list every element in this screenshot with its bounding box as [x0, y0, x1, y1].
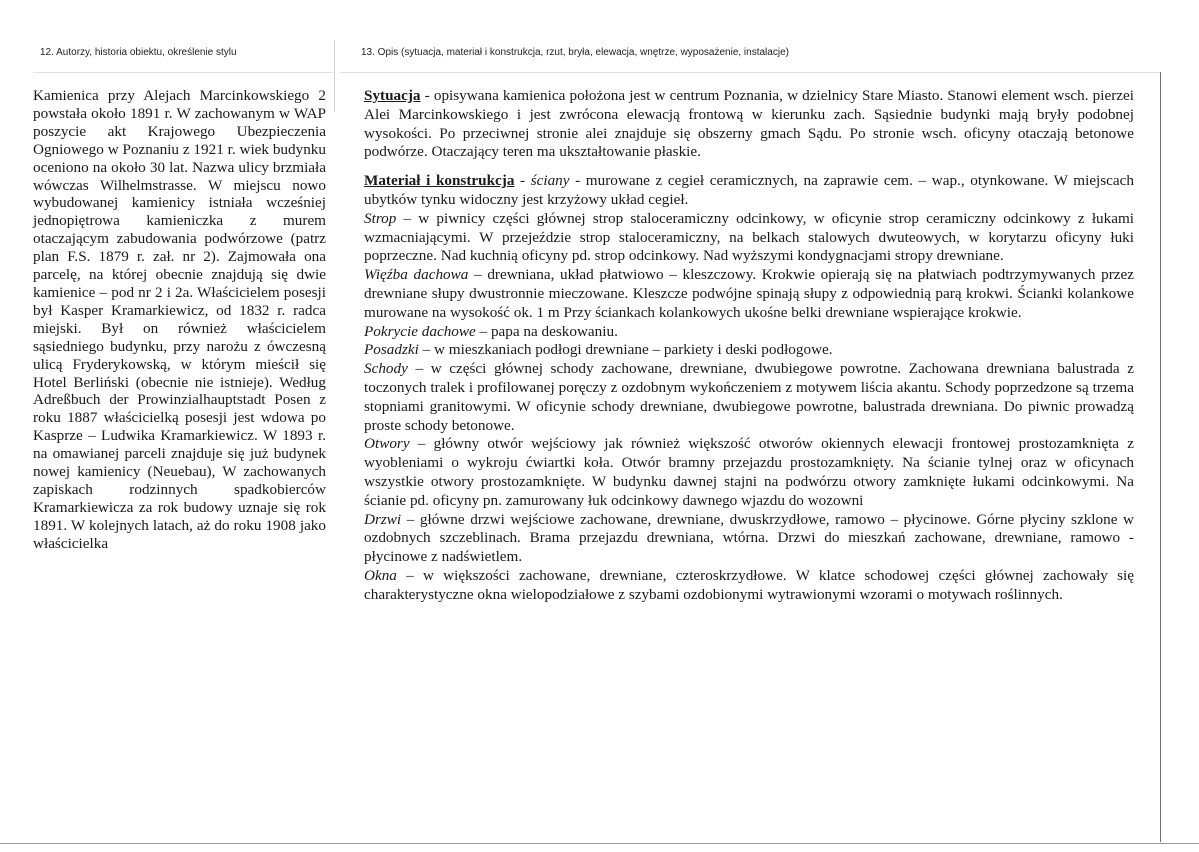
page-edge-line [1160, 72, 1161, 842]
drzwi-term: Drzwi [364, 510, 402, 528]
left-header-rule [33, 72, 333, 73]
wiezba-paragraph [364, 266, 1134, 322]
posadzki-paragraph [364, 341, 1134, 360]
history-text: Kamienica przy Alejach Marcinkowskiego 2 powstała około 1891 r. W zachowanym w WAP poszycie akt Krajowego Ubezpieczenia Ogniowego w Poznaniu z 1921 r. wiek budynku oceniono na około 30 lat. Nazwa ulicy brzmiała wówczas Wilhelmstrasse. W miejscu nowo wybudowanej kamienicy istniała wcześniej jednopiętrowa kamieniczka z murem otaczającym zabudowania podwórzowe (patrz plan F.S. 1879 r. zał. nr 2). Zajmowała ona parcelę, na której obecnie znajdują się dwie kamienice – pod nr 2 i 2a. Właścicielem posesji był Kasper Kramarkiewicz, od 1832 r. radca miejski. Był on również właścicielem sąsiedniego budynku, przy narożu z ówczesną ulicą Fryderykowską, w którym mieścił się Hotel Berliński (obecnie nie istnieje). Według Adreßbuch der Prowinzialhauptstadt Posen z roku 1887 właścicielką posesji jest wdowa po Kasprze – Ludwika Kramarkiewicz. W 1893 r. na omawianej parceli znajduje się już budynek nowej kamienicy (Neuebau), W zachowanych zapiskach rodzinnych spadkobierców Kramarkiewicza za rok budowy uznaje się rok 1891. W kolejnych latach, aż do roku 1908 jako właścicielka [33, 87, 326, 552]
strop-paragraph [364, 210, 1134, 266]
otwory-term: Otwory [364, 435, 410, 453]
column-divider [334, 40, 335, 112]
description-column [364, 87, 1134, 605]
right-header-rule [340, 72, 1160, 73]
wiezba-text: – drewniana, układ płatwiowo – kleszczowy. Krokwie opierają się na płatwiach podtrzymywanych przez drewniane słupy dwustronnie mieczowane. Kleszcze podwójne spinają słupy z odpowiednią parą krokwi. Ścianki kolankowe murowane na wysokość ok. 1 m Przy ściankach kolankowych ukośne belki drewniane wspierające krokwie. [364, 266, 1134, 321]
pokrycie-term: Pokrycie dachowe [364, 322, 476, 340]
history-column [33, 87, 326, 553]
material-heading: Materiał i konstrukcja [364, 172, 515, 190]
otwory-paragraph [364, 435, 1134, 510]
pokrycie-text: – papa na deskowaniu. [475, 322, 618, 340]
section-13-header: 13. Opis (sytuacja, materiał i konstrukcja, rzut, bryła, elewacja, wnętrze, wyposażenie, instalacje) [361, 47, 789, 58]
pokrycie-paragraph [364, 323, 1134, 342]
section-12-header: 12. Autorzy, historia obiektu, określenie stylu [40, 47, 237, 58]
okna-text: – w większości zachowane, drewniane, czteroskrzydłowe. W klatce schodowej części głównej zachowały się charakterystyczne okna wielopodziałowe z szybami ozdobionymi wytrawionymi wzorami o motywach roślinnych. [364, 566, 1134, 603]
strop-term: Strop [364, 209, 397, 227]
sciany-paragraph: Materiał i konstrukcja - ściany - murowane z cegieł ceramicznych, na zaprawie cem. – wap., otynkowane. W miejscach ubytków tynku widoczny jest krzyżowy układ cegieł. [364, 172, 1135, 208]
okna-term: Okna [364, 566, 397, 584]
sytuacja-paragraph [364, 87, 1134, 162]
page-bottom-edge [0, 843, 1199, 844]
sciany-term: ściany [530, 172, 570, 190]
sytuacja-text: - opisywana kamienica położona jest w centrum Poznania, w dzielnicy Stare Miasto. Stanowi element wsch. pierzei Alei Marcinkowskiego i jest zwrócona elewacją frontową w kierunku zach. Sąsiednie budynki mają bryły podobnej wysokości. Po przeciwnej stronie alei znajduje się obszerny gmach Sądu. Po stronie wsch. oficyny otaczają betonowe podwórze. Otaczający teren ma ukształtowanie płaskie. [364, 87, 1134, 161]
drzwi-paragraph [364, 511, 1134, 567]
schody-term: Schody [364, 360, 408, 378]
posadzki-text: – w mieszkaniach podłogi drewniane – parkiety i deski podłogowe. [418, 341, 833, 359]
wiezba-term: Więźba dachowa [364, 266, 469, 284]
strop-text: – w piwnicy części głównej strop staloceramiczny odcinkowy, w oficynie strop ceramiczny odcinkowy z łukami wzmacniającymi. W przejeździe strop staloceramiczny, na belkach stalowych dwuteowych, w korytarzu oficyny łuki poprzeczne. Nad kuchnią oficyny pd. strop odcinkowy. Nad wyższymi kondygnacjami stropy drewniane. [364, 209, 1134, 265]
okna-paragraph [364, 567, 1134, 605]
schody-text: – w części głównej schody zachowane, drewniane, dwubiegowe powrotne. Zachowana drewniana balustrada z toczonych tralek i profilowanej poręczy z ozdobnym wykończeniem z motywem liścia akantu. Schody poprzedzone są trzema stopniami granitowymi. W oficynie schody drewniane, dwubiegowe powrotne, balustrada drewniana. Do piwnic prowadzą proste schody betonowe. [364, 360, 1134, 434]
sytuacja-heading: Sytuacja [364, 87, 421, 104]
sciany-text: - murowane z cegieł ceramicznych, na zaprawie cem. – wap., otynkowane. W miejscach ubytków tynku widoczny jest krzyżowy układ cegieł. [364, 172, 1135, 208]
schody-paragraph [364, 360, 1134, 435]
posadzki-term: Posadzki [364, 341, 419, 359]
drzwi-text: – główne drzwi wejściowe zachowane, drewniane, dwuskrzydłowe, ramowo – płycinowe. Górne płyciny szklone w ozdobnych szczeblinach. Brama przejazdu drewniana, wtórna. Drzwi do mieszkań zachowane, drewniane, ramowo - płycinowe z nadświetlem. [364, 510, 1134, 566]
otwory-text: – główny otwór wejściowy jak również większość otworów okiennych elewacji frontowej prostozamknięta z wyobleniami o wykroju ćwiartki koła. Otwór bramny przejazdu prostozamknięty. Na ścianie tylnej oraz w oficynach wszystkie otwory prostozamknięte. W budynku dawnej stajni na podwórzu otwory zamknięte łukami odcinkowymi. Na ścianie pd. oficyny pn. zamurowany łuk odcinkowy dawnego wjazdu do wozowni [364, 435, 1134, 509]
